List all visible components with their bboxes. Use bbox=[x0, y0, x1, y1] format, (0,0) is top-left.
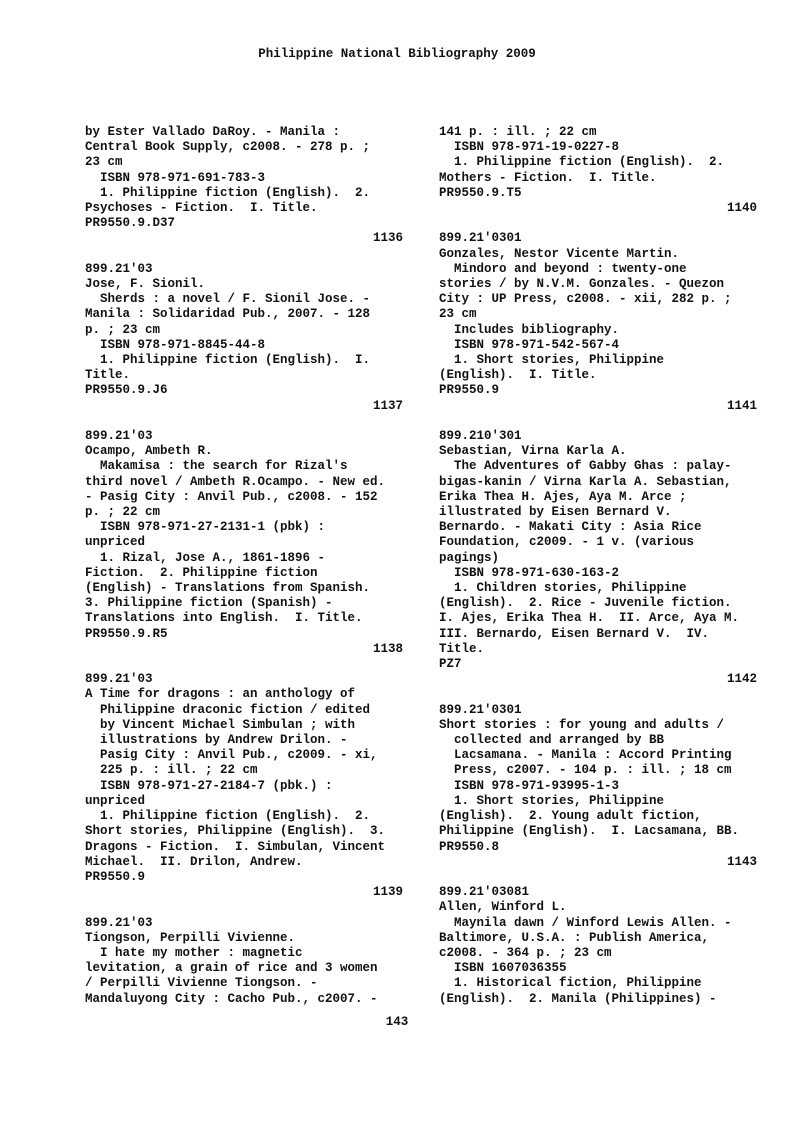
entry-line: 899.21'0301 bbox=[439, 231, 522, 246]
right-column bbox=[439, 125, 757, 1007]
entry-line: (English) - Translations from Spanish. bbox=[85, 581, 371, 596]
entry-number: 1143 bbox=[726, 854, 757, 869]
entry-line: Foundation, c2009. - 1 v. (various bbox=[439, 535, 695, 550]
entry-line: 1. Philippine fiction (English). 2. bbox=[85, 809, 371, 824]
entry-line: 3. Philippine fiction (Spanish) - bbox=[85, 596, 333, 611]
entry-line: ISBN 978-971-630-163-2 bbox=[439, 565, 620, 580]
entry-number: 1137 bbox=[372, 398, 403, 413]
bibliography-entry bbox=[439, 885, 757, 1007]
entry-line: The Adventures of Gabby Ghas : palay- bbox=[439, 459, 732, 474]
entry-line: Makamisa : the search for Rizal's bbox=[85, 459, 348, 474]
entry-line: III. Bernardo, Eisen Bernard V. IV. bbox=[439, 626, 710, 641]
entry-line: Manila : Solidaridad Pub., 2007. - 128 bbox=[85, 307, 371, 322]
entry-spacer bbox=[439, 414, 757, 429]
entry-line: Dragons - Fiction. I. Simbulan, Vincent bbox=[85, 839, 386, 854]
entry-line: 899.21'03 bbox=[85, 429, 153, 444]
entry-line: 899.21'03 bbox=[85, 672, 153, 687]
entry-line: ISBN 978-971-27-2184-7 (pbk.) : bbox=[85, 778, 333, 793]
entry-line: PR9550.9.D37 bbox=[85, 216, 176, 231]
bibliography-entry bbox=[439, 703, 757, 870]
entry-spacer bbox=[85, 657, 403, 672]
entry-line: PR9550.9.J6 bbox=[85, 383, 168, 398]
entry-line: unpriced bbox=[85, 535, 146, 550]
entry-line: c2008. - 364 p. ; 23 cm bbox=[439, 945, 612, 960]
entry-line: 1. Historical fiction, Philippine bbox=[439, 976, 702, 991]
entry-line: Jose, F. Sionil. bbox=[85, 277, 206, 292]
entry-line: PR9550.9.R5 bbox=[85, 626, 168, 641]
entry-number: 1136 bbox=[372, 231, 403, 246]
entry-line: 1. Philippine fiction (English). 2. bbox=[85, 185, 371, 200]
entry-line: levitation, a grain of rice and 3 women bbox=[85, 961, 378, 976]
entry-line: Philippine draconic fiction / edited bbox=[85, 702, 371, 717]
entry-number: 1139 bbox=[372, 885, 403, 900]
entry-line: collected and arranged by BB bbox=[439, 733, 665, 748]
entry-line: (English). 2. Young adult fiction, bbox=[439, 809, 702, 824]
entry-line: Maynila dawn / Winford Lewis Allen. - bbox=[439, 915, 732, 930]
entry-line: 225 p. : ill. ; 22 cm bbox=[85, 763, 258, 778]
entry-line: PR9550.9 bbox=[439, 383, 500, 398]
entry-line: ISBN 978-971-542-567-4 bbox=[439, 337, 620, 352]
entry-line: 23 cm bbox=[85, 155, 123, 170]
entry-line: Allen, Winford L. bbox=[439, 900, 567, 915]
entry-line: illustrated by Eisen Bernard V. bbox=[439, 505, 672, 520]
entry-line: 1. Rizal, Jose A., 1861-1896 - bbox=[85, 550, 326, 565]
entry-number: 1141 bbox=[726, 398, 757, 413]
entry-number: 1142 bbox=[726, 672, 757, 687]
entry-line: Mindoro and beyond : twenty-one bbox=[439, 261, 687, 276]
entry-line: Title. bbox=[85, 368, 131, 383]
entry-line: stories / by N.V.M. Gonzales. - Quezon bbox=[439, 277, 725, 292]
entry-line: ISBN 978-971-19-0227-8 bbox=[439, 140, 620, 155]
entry-line: 899.21'03 bbox=[85, 915, 153, 930]
entry-line: PR9550.9 bbox=[85, 869, 146, 884]
entry-line: Central Book Supply, c2008. - 278 p. ; bbox=[85, 140, 371, 155]
entry-line: PR9550.8 bbox=[439, 839, 500, 854]
entry-line: Pasig City : Anvil Pub., c2009. - xi, bbox=[85, 748, 378, 763]
entry-line: Mothers - Fiction. I. Title. bbox=[439, 170, 657, 185]
entry-line: 1. Short stories, Philippine bbox=[439, 353, 665, 368]
entry-line: Tiongson, Perpilli Vivienne. bbox=[85, 930, 296, 945]
entry-line: Mandaluyong City : Cacho Pub., c2007. - bbox=[85, 991, 378, 1006]
page-number: 143 bbox=[385, 1015, 409, 1029]
entry-spacer bbox=[85, 900, 403, 915]
entry-line: Fiction. 2. Philippine fiction bbox=[85, 565, 318, 580]
bibliography-entry bbox=[439, 429, 757, 687]
entry-line: illustrations by Andrew Drilon. - bbox=[85, 733, 348, 748]
entry-line: Baltimore, U.S.A. : Publish America, bbox=[439, 930, 710, 945]
entry-line: 23 cm bbox=[439, 307, 477, 322]
entry-line: Michael. II. Drilon, Andrew. bbox=[85, 854, 303, 869]
entry-line: ISBN 1607036355 bbox=[439, 961, 567, 976]
bibliography-entry bbox=[85, 262, 403, 414]
entry-line: Translations into English. I. Title. bbox=[85, 611, 363, 626]
entry-spacer bbox=[85, 247, 403, 262]
entry-line: unpriced bbox=[85, 793, 146, 808]
entry-line: I. Ajes, Erika Thea H. II. Arce, Aya M. bbox=[439, 611, 740, 626]
entry-line: 1. Philippine fiction (English). 2. bbox=[439, 155, 725, 170]
entry-line: 899.21'0301 bbox=[439, 702, 522, 717]
entry-line: Psychoses - Fiction. I. Title. bbox=[85, 201, 318, 216]
entry-line: City : UP Press, c2008. - xii, 282 p. ; bbox=[439, 292, 732, 307]
entry-line: Short stories : for young and adults / bbox=[439, 717, 725, 732]
entry-line: by Ester Vallado DaRoy. - Manila : bbox=[85, 125, 341, 139]
entry-line: PR9550.9.T5 bbox=[439, 185, 522, 200]
entry-line: (English). 2. Manila (Philippines) - bbox=[439, 991, 717, 1006]
entry-line: ISBN 978-971-27-2131-1 (pbk) : bbox=[85, 520, 326, 535]
entry-line: 1. Philippine fiction (English). I. bbox=[85, 353, 371, 368]
entry-line: by Vincent Michael Simbulan ; with bbox=[85, 717, 356, 732]
entry-line: - Pasig City : Anvil Pub., c2008. - 152 bbox=[85, 489, 378, 504]
entry-line: p. ; 22 cm bbox=[85, 505, 161, 520]
entry-number: 1138 bbox=[372, 641, 403, 656]
entry-line: Ocampo, Ambeth R. bbox=[85, 444, 213, 459]
entry-line: Gonzales, Nestor Vicente Martin. bbox=[439, 246, 680, 261]
page-header-title: Philippine National Bibliography 2009 bbox=[258, 47, 536, 61]
entry-line: 141 p. : ill. ; 22 cm bbox=[439, 125, 597, 139]
entry-line: Sebastian, Virna Karla A. bbox=[439, 444, 627, 459]
left-column bbox=[85, 125, 403, 1007]
entry-spacer bbox=[439, 687, 757, 702]
entry-line: Erika Thea H. Ajes, Aya M. Arce ; bbox=[439, 489, 687, 504]
entry-line: third novel / Ambeth R.Ocampo. - New ed. bbox=[85, 474, 386, 489]
entry-line: (English). 2. Rice - Juvenile fiction. bbox=[439, 596, 732, 611]
entry-line: Lacsamana. - Manila : Accord Printing bbox=[439, 748, 732, 763]
entry-line: p. ; 23 cm bbox=[85, 322, 161, 337]
entry-line: (English). I. Title. bbox=[439, 368, 597, 383]
bibliography-entry bbox=[85, 125, 403, 247]
entry-spacer bbox=[439, 870, 757, 885]
entry-line: Includes bibliography. bbox=[439, 322, 620, 337]
bibliography-entry bbox=[85, 916, 403, 1007]
entry-number: 1140 bbox=[726, 201, 757, 216]
entry-line: ISBN 978-971-93995-1-3 bbox=[439, 778, 620, 793]
bibliography-entry bbox=[439, 231, 757, 413]
entry-line: 1. Children stories, Philippine bbox=[439, 581, 687, 596]
bibliography-entry bbox=[85, 672, 403, 900]
entry-line: / Perpilli Vivienne Tiongson. - bbox=[85, 976, 318, 991]
entry-line: 899.21'03081 bbox=[439, 885, 530, 900]
entry-line: Sherds : a novel / F. Sionil Jose. - bbox=[85, 292, 371, 307]
entry-line: 899.210'301 bbox=[439, 429, 522, 444]
entry-spacer bbox=[85, 414, 403, 429]
entry-line: bigas-kanin / Virna Karla A. Sebastian, bbox=[439, 474, 732, 489]
entry-line: I hate my mother : magnetic bbox=[85, 945, 303, 960]
bibliography-entry bbox=[85, 429, 403, 657]
entry-line: PZ7 bbox=[439, 657, 462, 672]
entry-line: 899.21'03 bbox=[85, 261, 153, 276]
entry-spacer bbox=[439, 216, 757, 231]
entry-line: A Time for dragons : an anthology of bbox=[85, 687, 356, 702]
entry-line: Philippine (English). I. Lacsamana, BB. bbox=[439, 824, 740, 839]
entry-line: Title. bbox=[439, 641, 485, 656]
entry-line: ISBN 978-971-8845-44-8 bbox=[85, 337, 266, 352]
entry-line: ISBN 978-971-691-783-3 bbox=[85, 170, 266, 185]
entry-line: Short stories, Philippine (English). 3. bbox=[85, 824, 386, 839]
entry-line: pagings) bbox=[439, 550, 500, 565]
entry-line: Bernardo. - Makati City : Asia Rice bbox=[439, 520, 702, 535]
bibliography-entry bbox=[439, 125, 757, 216]
entry-line: Press, c2007. - 104 p. : ill. ; 18 cm bbox=[439, 763, 732, 778]
entry-line: 1. Short stories, Philippine bbox=[439, 793, 665, 808]
